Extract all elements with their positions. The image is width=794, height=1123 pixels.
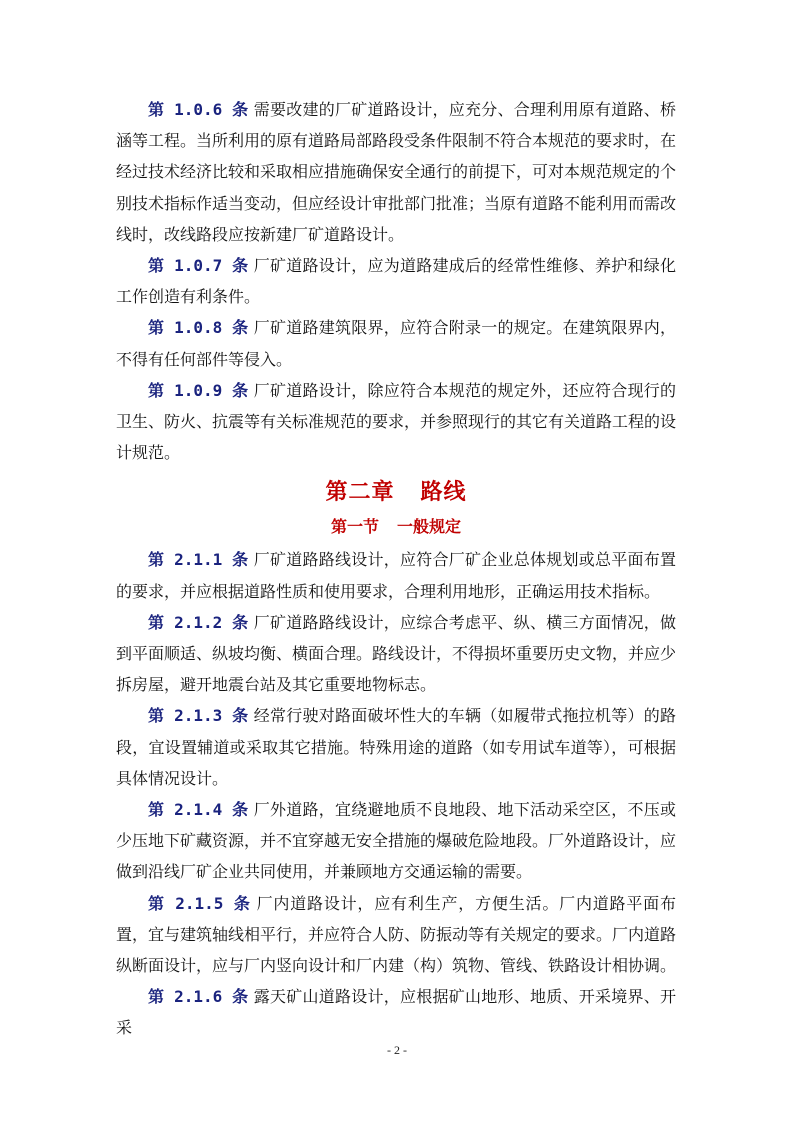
clause-2-1-2 (116, 607, 676, 701)
clause-number: 第 1.0.8 条 (148, 318, 249, 338)
clause-2-1-1 (116, 544, 676, 606)
clause-text: 厂矿道路设计，应为道路建成后的经常性维修、养护和绿化工作创造有利条件。 (116, 256, 676, 307)
clause-number: 第 2.1.5 条 (148, 893, 251, 913)
clause-number: 第 1.0.9 条 (148, 380, 249, 400)
clause-text: 厂矿道路建筑限界，应符合附录一的规定。在建筑限界内，不得有任何部件等侵入。 (116, 318, 676, 369)
section-number: 第一节 (330, 517, 379, 537)
clause-1-0-7 (116, 250, 676, 312)
clause-number: 第 1.0.7 条 (148, 256, 249, 276)
clause-text: 厂外道路，宜绕避地质不良地段、地下活动采空区，不压或少压地下矿藏资源，并不宜穿越无安全措施的爆破危险地段。厂外道路设计，应做到沿线厂矿企业共同使用，并兼顾地方交通运输的需要。 (116, 800, 677, 882)
page-content (116, 94, 676, 1044)
clause-number: 第 1.0.6 条 (148, 100, 249, 119)
clause-text: 厂矿道路路线设计，应综合考虑平、纵、横三方面情况，做到平面顺适、纵坡均衡、横面合理。路线设计，不得损坏重要历史文物，并应少拆房屋，避开地震台站及其它重要地物标志。 (116, 612, 677, 695)
clause-number: 第 2.1.2 条 (148, 612, 249, 632)
clause-1-0-9 (116, 375, 676, 469)
clause-number: 第 2.1.4 条 (148, 800, 249, 820)
section-title: 一般规定 (397, 517, 462, 537)
clause-number: 第 2.1.3 条 (148, 706, 249, 726)
clause-2-1-6 (116, 981, 676, 1043)
clause-2-1-5 (116, 888, 676, 982)
chapter-title: 路线 (420, 480, 467, 506)
clause-2-1-3 (116, 700, 676, 794)
clause-text: 厂矿道路设计，除应符合本规范的规定外，还应符合现行的卫生、防火、抗震等有关标准规范的要求，并参照现行的其它有关道路工程的设计规范。 (116, 380, 677, 463)
page-number: - 2 - (387, 1043, 407, 1057)
clause-text: 厂内道路设计，应有利生产，方便生活。厂内道路平面布置，宜与建筑轴线相平行，并应符合人防、防振动等有关规定的要求。厂内道路纵断面设计，应与厂内竖向设计和厂内建（构）筑物、管线、铁路设计相协调。 (116, 893, 677, 976)
clause-text: 经常行驶对路面破坏性大的车辆（如履带式拖拉机等）的路段，宜设置辅道或采取其它措施。特殊用途的道路（如专用试车道等），可根据具体情况设计。 (116, 706, 676, 788)
chapter-heading (116, 476, 676, 510)
clause-text: 厂矿道路路线设计，应符合厂矿企业总体规划或总平面布置的要求，并应根据道路性质和使用要求，合理利用地形，正确运用技术指标。 (116, 550, 676, 601)
clause-1-0-8 (116, 312, 676, 374)
clause-text: 需要改建的厂矿道路设计，应充分、合理利用原有道路、桥涵等工程。当所利用的原有道路局部路段受条件限制不符合本规范的要求时，在经过技术经济比较和采取相应措施确保安全通行的前提下，可对本规范规定的个别技术指标作适当变动，但应经设计审批部门批准；当原有道路不能利用而需改线时，改线路段应按新建厂矿道路设计。 (116, 100, 677, 244)
clause-number: 第 2.1.6 条 (148, 987, 249, 1007)
chapter-number: 第二章 (325, 480, 395, 506)
clause-number: 第 2.1.1 条 (148, 550, 249, 570)
clause-1-0-6 (116, 94, 676, 250)
clause-2-1-4 (116, 794, 676, 888)
section-heading (116, 512, 676, 542)
clause-text: 露天矿山道路设计，应根据矿山地形、地质、开采境界、开采 (116, 987, 676, 1038)
